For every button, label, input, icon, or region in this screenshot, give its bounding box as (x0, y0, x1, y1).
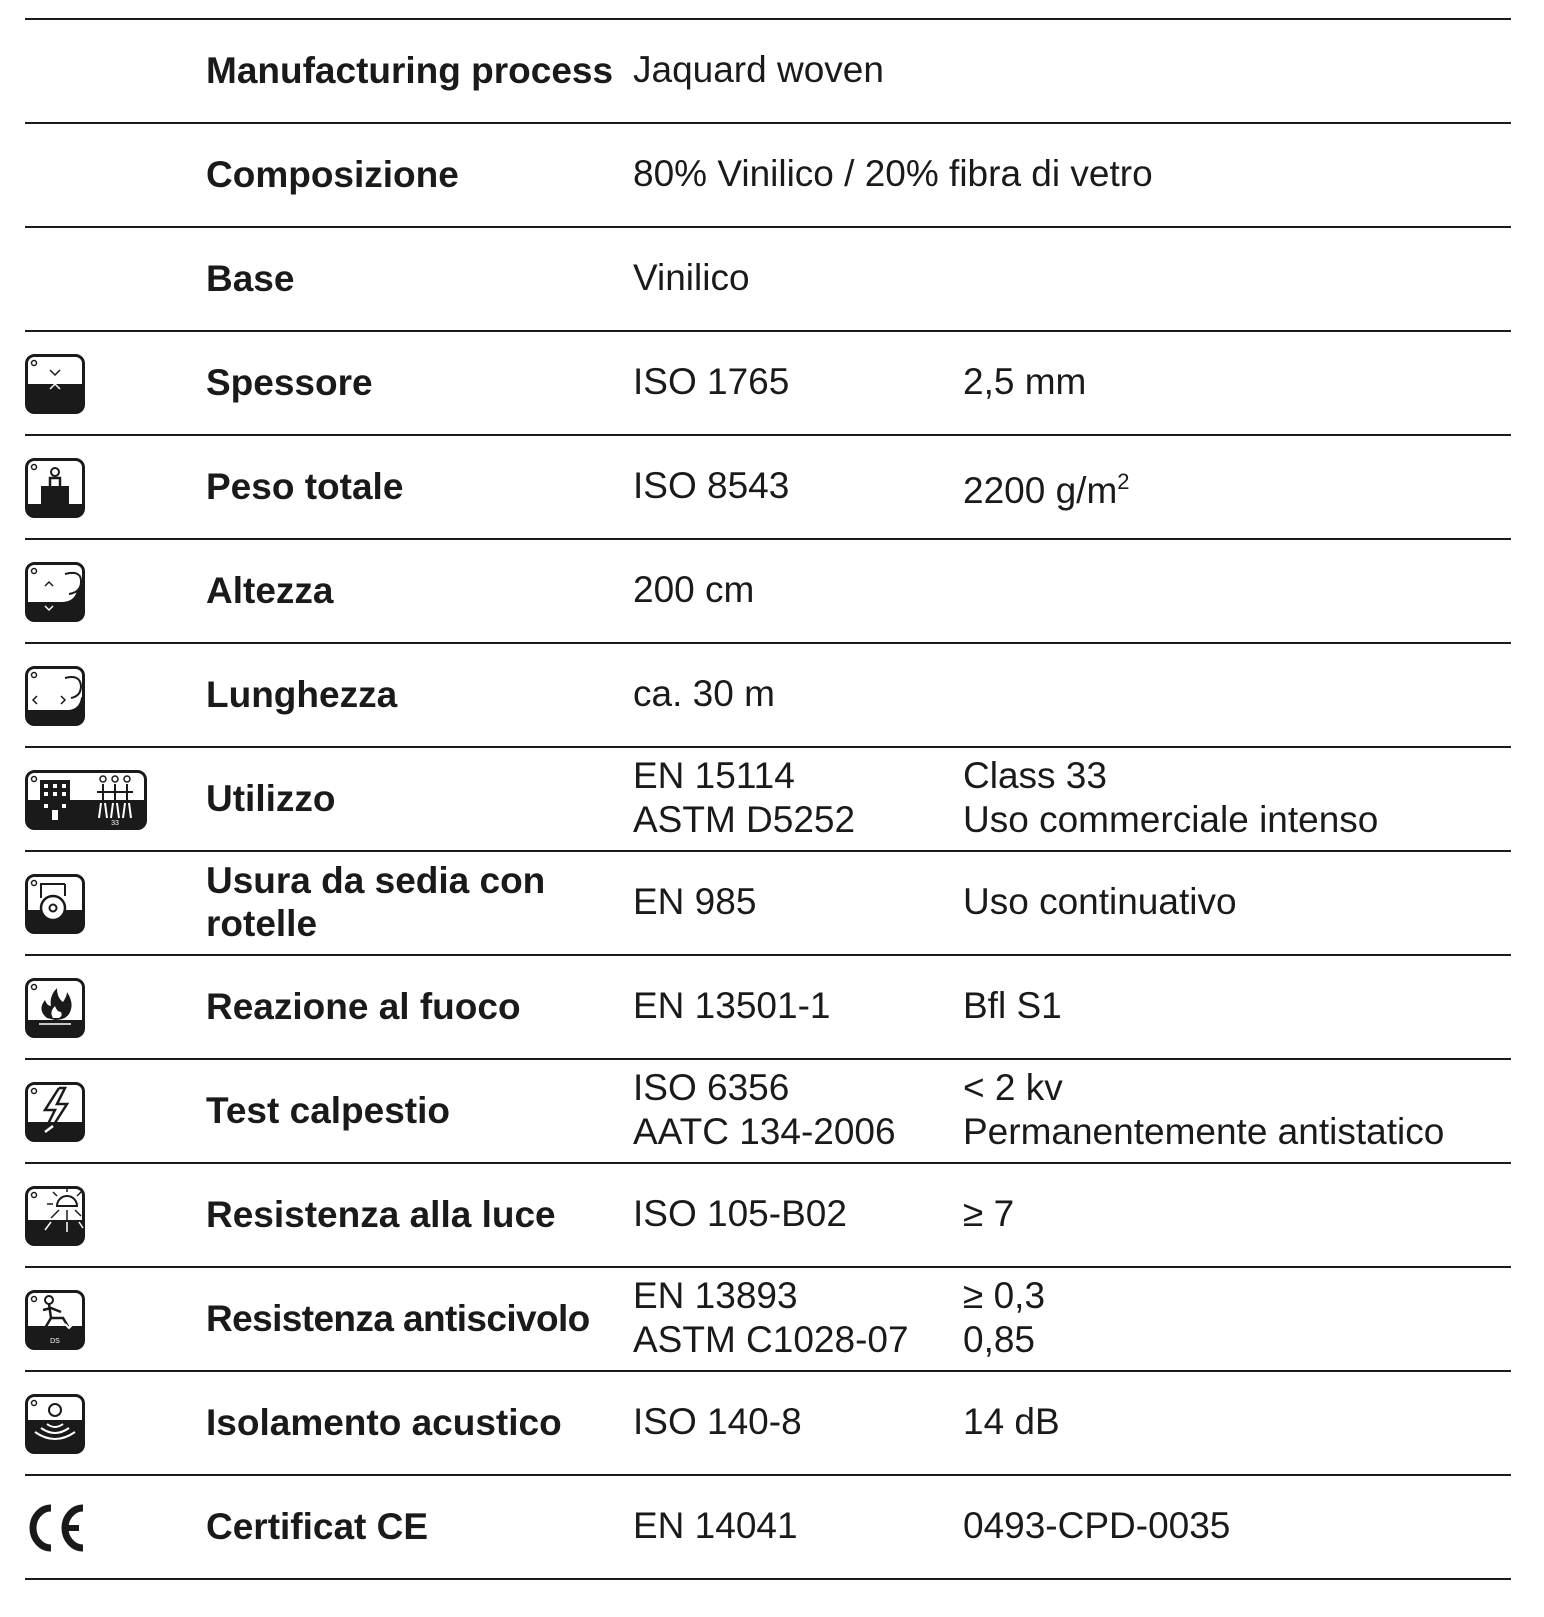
row-label: Peso totale (206, 465, 404, 507)
row-value: 80% Vinilico / 20% fibra di vetro (633, 153, 1153, 194)
row-value: 2,5 mm (963, 361, 1087, 402)
svg-text:33: 33 (111, 820, 119, 827)
light-fastness-icon (25, 1186, 85, 1246)
antistatic-icon (25, 1082, 85, 1142)
table-row (25, 746, 1511, 850)
table-row (25, 226, 1511, 330)
weight-icon (25, 458, 85, 518)
row-label: Base (206, 257, 295, 299)
castor-chair-icon (25, 874, 85, 934)
row-label: Resistenza antiscivolo (206, 1297, 590, 1339)
row-label: Altezza (206, 569, 334, 611)
row-standard: EN 985 (633, 881, 757, 922)
table-row (25, 1266, 1511, 1370)
row-value: < 2 kv Permanentemente antistatico (963, 1067, 1445, 1152)
row-standard: EN 15114 ASTM D5252 (633, 755, 856, 840)
table-row (25, 1162, 1511, 1266)
table-row (25, 330, 1511, 434)
row-label: Resistenza alla luce (206, 1193, 556, 1235)
acoustic-icon (25, 1394, 85, 1454)
row-standard: EN 13893 ASTM C1028-07 (633, 1275, 909, 1360)
row-label: Reazione al fuoco (206, 985, 521, 1027)
row-standard: EN 13501-1 (633, 985, 831, 1026)
row-standard: ISO 1765 (633, 361, 790, 402)
row-label: Manufacturing process (206, 49, 614, 91)
row-value: ≥ 7 (963, 1193, 1015, 1234)
row-standard: EN 14041 (633, 1505, 798, 1546)
slip-resistance-icon (25, 1290, 85, 1350)
ce-mark-icon (25, 1498, 85, 1558)
row-label: Composizione (206, 153, 459, 195)
row-label: Spessore (206, 361, 373, 403)
table-row (25, 1370, 1511, 1474)
row-standard: ISO 105-B02 (633, 1193, 847, 1234)
row-value: ≥ 0,3 0,85 (963, 1275, 1046, 1360)
row-value: Bfl S1 (963, 985, 1062, 1026)
thickness-icon (25, 354, 85, 414)
row-standard: ISO 6356 AATC 134-2006 (633, 1067, 896, 1152)
row-label: Lunghezza (206, 673, 398, 715)
row-value: Uso continuativo (963, 881, 1237, 922)
row-value: 14 dB (963, 1401, 1060, 1442)
row-label: Isolamento acustico (206, 1401, 562, 1443)
row-value: Vinilico (633, 257, 750, 298)
row-value: Class 33 Uso commerciale intenso (963, 755, 1379, 840)
row-standard: ISO 140-8 (633, 1401, 802, 1442)
table-row (25, 850, 1511, 954)
roll-length-icon (25, 666, 85, 726)
row-value: ca. 30 m (633, 673, 775, 714)
row-label: Test calpestio (206, 1089, 451, 1131)
table-row (25, 538, 1511, 642)
usage-class-icon (25, 770, 147, 830)
spec-table (25, 18, 1511, 1580)
svg-text:DS: DS (50, 1338, 60, 1345)
table-row (25, 954, 1511, 1058)
row-label: Certificat CE (206, 1505, 429, 1547)
table-row (25, 122, 1511, 226)
row-value: Jaquard woven (633, 49, 884, 90)
row-label: Utilizzo (206, 777, 336, 819)
table-row (25, 1474, 1511, 1580)
table-row (25, 434, 1511, 538)
table-row (25, 18, 1511, 122)
row-value: 200 cm (633, 569, 755, 610)
roll-height-icon (25, 562, 85, 622)
table-row (25, 642, 1511, 746)
row-label: Usura da sedia con rotelle (206, 860, 546, 944)
row-standard: ISO 8543 (633, 465, 790, 506)
table-row (25, 1058, 1511, 1162)
row-value: 0493-CPD-0035 (963, 1505, 1231, 1546)
row-value: 2200 $g/m^2$ (963, 468, 1130, 511)
fire-icon (25, 978, 85, 1038)
